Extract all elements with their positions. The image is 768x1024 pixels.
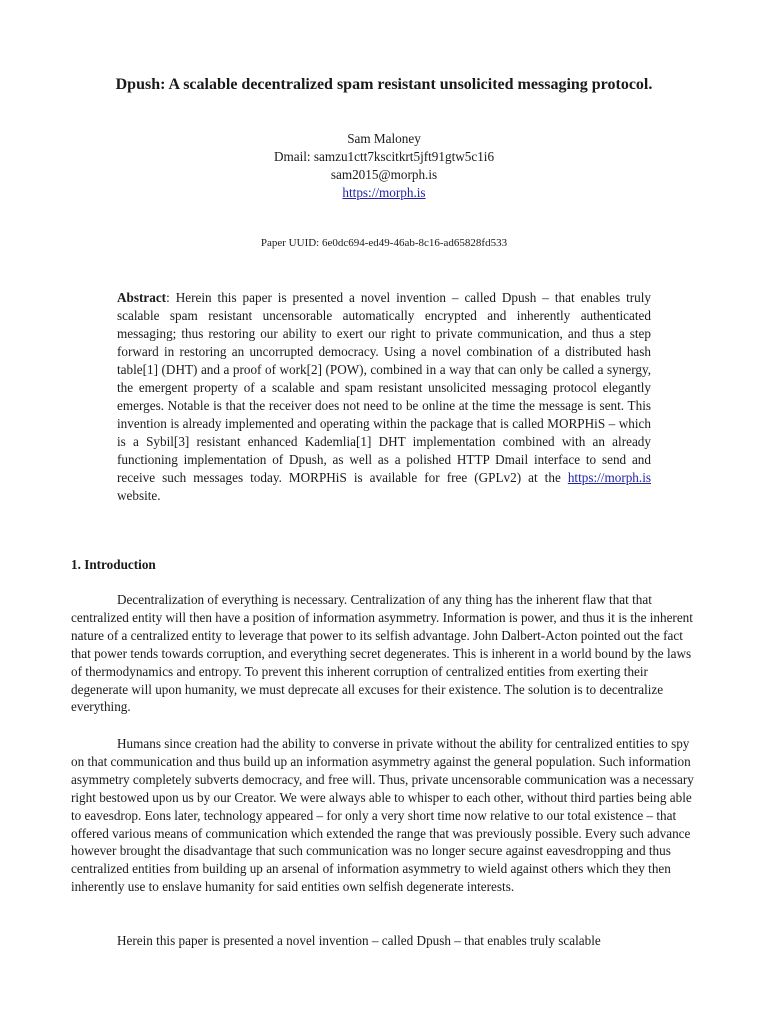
author-dmail: Dmail: samzu1ctt7kscitkrt5jft91gtw5c1i6 bbox=[273, 149, 495, 164]
abstract-label: Abstract bbox=[117, 290, 167, 305]
section-heading-introduction: 1. Introduction bbox=[71, 557, 156, 572]
abstract-website-link[interactable]: https://morph.is bbox=[567, 470, 651, 485]
author-website-link[interactable]: https://morph.is bbox=[342, 185, 426, 200]
author-email: sam2015@morph.is bbox=[330, 167, 438, 182]
author-block bbox=[0, 130, 768, 202]
paper-uuid: Paper UUID: 6e0dc694-ed49-46ab-8c16-ad65828fd533 bbox=[260, 237, 508, 249]
abstract-text: : Herein this paper is presented a novel invention – called Dpush – that enables truly scalable spam resistant uncensorable automatically encrypted and inherently authenticated messaging; thus restoring our ability to exert our right to private communication, and thus a step forward in restoring an uncorrupted democracy. Using a novel combination of a distributed hash table[1] (DHT) and a proof of work[2] (POW), combined in a way that can only be called a synergy, the emergent property of a scalable and spam resistant unsolicited messaging protocol elegantly emerges. Notable is that the receiver does not need to be online at the time the message is sent. This invention is already implemented and operating within the package that is called MORPHiS – which is a Sybil[3] resistant enhanced Kademlia[1] DHT implementation combined with an already functioning implementation of Dpush, as well as a polished HTTP Dmail interface to send and receive such messages today. MORPHiS is available for free (GPLv2) at the bbox=[117, 290, 651, 485]
abstract-text-end: website. bbox=[117, 488, 161, 503]
intro-paragraph-1: Decentralization of everything is necessary. Centralization of any thing has the inherent flaw that that centralized entity will then have a position of information asymmetry. Information is power, and thus it is the inherent nature of a centralized entity to leverage that power to its selfish advantage. John Dalbert-Acton pointed out the fact that power tends towards corruption, and everything secret degenerates. This is inherent in a world bound by the laws of thermodynamics and entropy. To prevent this inherent corruption of centralized entities from exerting their degenerate will upon humanity, we must deprecate all excuses for their existence. The solution is to decentralize everything. bbox=[71, 592, 693, 715]
intro-paragraph-3: Herein this paper is presented a novel invention – called Dpush – that enables truly scalable bbox=[117, 933, 601, 948]
author-name: Sam Maloney bbox=[347, 131, 421, 146]
abstract bbox=[117, 289, 651, 505]
intro-paragraph-2: Humans since creation had the ability to converse in private without the ability for centralized entities to spy on that communication and thus build up an information asymmetry against the general population. Such information asymmetry completely subverts democracy, and free will. Thus, private uncensorable communication was a necessary right bestowed upon us by our Creator. We were always able to whisper to each other, without third parties being able to eavesdrop. Eons later, technology appeared – for only a very short time now relative to our total existence – that offered various means of communication which extended the range that was previously possible. Every such advance however brought the disadvantage that such communication was no longer secure against eavesdropping and thus centralized entities from building up an arsenal of information asymmetry to wield against others which they then inherently use to enslave humanity for said entities own selfish degenerate interests. bbox=[71, 736, 694, 895]
paper-title: Dpush: A scalable decentralized spam resistant unsolicited messaging protocol. bbox=[115, 76, 653, 93]
